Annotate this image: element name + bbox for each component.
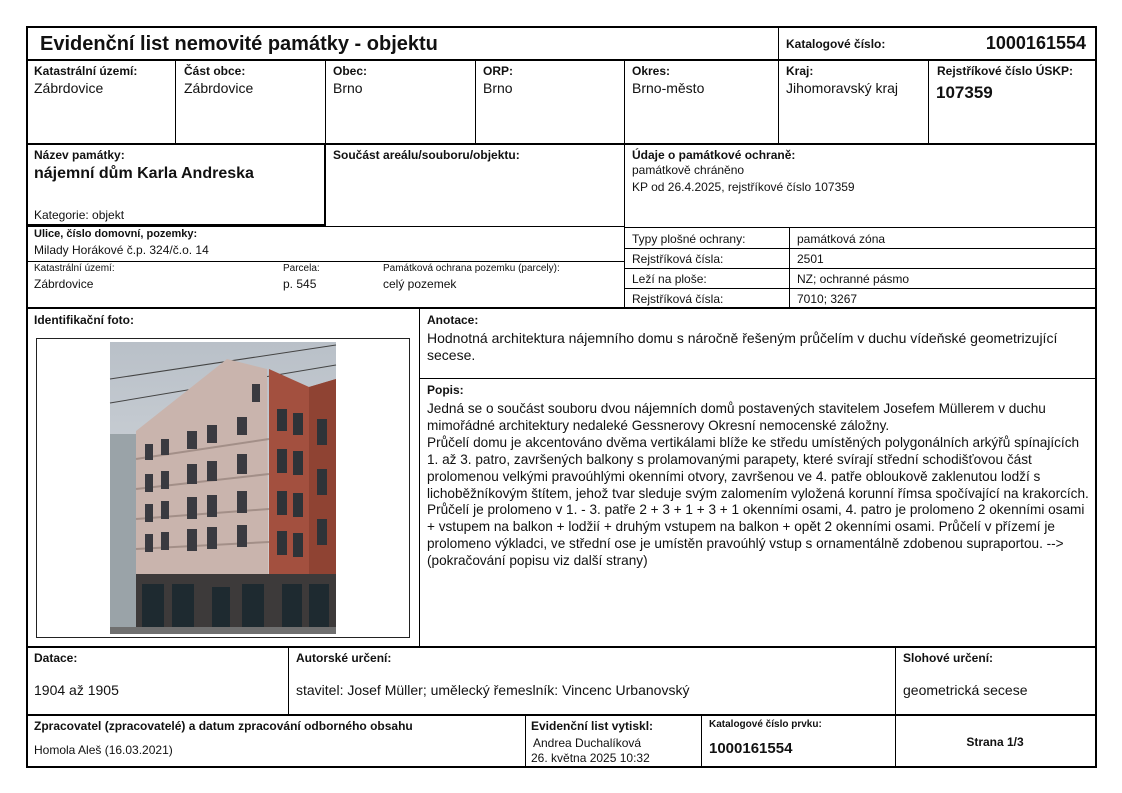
- processor-label: Zpracovatel (zpracovatelé) a datum zpracování odborného obsahu: [34, 719, 413, 733]
- photo-frame: [36, 338, 410, 638]
- area-registry-label: Rejstříková čísla:: [632, 252, 724, 266]
- item-catalog-value: 1000161554: [709, 740, 793, 757]
- municipality-value: Brno: [333, 80, 363, 96]
- author-value: stavitel: Josef Müller; umělecký řemeslník: Vincenc Urbanovský: [296, 682, 690, 698]
- dating-value: 1904 až 1905: [34, 682, 119, 698]
- processor-value: Homola Aleš (16.03.2021): [34, 743, 173, 757]
- orp-label: ORP:: [483, 64, 513, 78]
- catalog-number: 1000161554: [985, 33, 1086, 53]
- registry-number-label: Rejstříkové číslo ÚSKP:: [937, 64, 1074, 78]
- catalog-number-label: Katalogové číslo:: [786, 37, 886, 51]
- region-value: Jihomoravský kraj: [786, 80, 899, 96]
- cadastral-area-value: Zábrdovice: [34, 80, 104, 96]
- area-registry-2-value: 7010; 3267: [797, 292, 858, 306]
- district-label: Okres:: [632, 64, 671, 78]
- area-protection-type-label: Typy plošné ochrany:: [632, 232, 746, 246]
- municipality-label: Obec:: [333, 64, 368, 78]
- annotation-text: Hodnotná architektura nájemního domu s náročně řešeným průčelím v duchu vídeňské geometrizující secese.: [427, 330, 1058, 363]
- monument-name-label: Název památky:: [34, 148, 125, 162]
- district-value: Brno-město: [632, 80, 705, 96]
- lies-in-area-label: Leží na ploše:: [632, 272, 707, 286]
- building-photo: [37, 339, 409, 637]
- style-value: geometrická secese: [903, 682, 1028, 698]
- plot-protection-label: Památková ochrana pozemku (parcely):: [383, 263, 560, 274]
- street-value: Milady Horákové č.p. 324/č.o. 14: [34, 243, 209, 257]
- annotation-label: Anotace:: [427, 313, 479, 327]
- protection-detail: KP od 26.4.2025, rejstříkové číslo 107359: [632, 180, 855, 194]
- monument-name: nájemní dům Karla Andreska: [34, 165, 254, 182]
- area-registry-2-label: Rejstříková čísla:: [632, 292, 724, 306]
- category: Kategorie: objekt: [34, 208, 125, 222]
- author-label: Autorské určení:: [296, 651, 392, 665]
- item-catalog-label: Katalogové číslo prvku:: [709, 719, 822, 730]
- page-number: Strana 1/3: [966, 735, 1024, 749]
- municipality-part-value: Zábrdovice: [184, 80, 254, 96]
- area-protection-type-value: památková zóna: [797, 232, 886, 246]
- orp-value: Brno: [483, 80, 513, 96]
- lies-in-area-value: NZ; ochranné pásmo: [797, 272, 910, 286]
- printed-by-label: Evidenční list vytiskl:: [531, 719, 654, 733]
- protection-info-label: Údaje o památkové ochraně:: [632, 148, 796, 162]
- printed-by-name: Andrea Duchalíková: [533, 736, 642, 750]
- registry-number-value: 107359: [936, 83, 993, 102]
- parcel-value: p. 545: [283, 277, 317, 291]
- region-label: Kraj:: [786, 64, 814, 78]
- dating-label: Datace:: [34, 651, 78, 665]
- description-text: Jedná se o součást souboru dvou nájemních domů postavených stavitelem Josefem Müllerem v duchu mimořádné architektury nedaleké Gessnerovy Okresní nemocenské záložny. Průčelí domu je akcentováno dvěma vertikálami blíže ke středu umístěných polygonálních arkýřů spínajících 1. až 3. patro, završených balkony s prolamovanými parapety, které svírají střední schodišťovou část prolomenou velkými pravoúhlými okenními otvory, završenou ve 4. patře obloukově zaklenutou lodží s lichoběžníkovým štítem, jehož tvar sleduje svým zalomením vyložená korunní římsa spočívající na krakorcích. Průčelí je prolomeno v 1. - 3. patře 2 + 3 + 1 + 3 + 1 okenními osami, 4. patro je prolomeno 2 okenními osami + vstupem na balkon + lodžií + druhým vstupem na balkon + opět 2 okenními osami. Průčelí v přízemí je prolomeno výkladci, ve střední ose je umístěn pravoúhlý vstup s ornamentálně zdobenou supraportou. --> (pokračování popisu viz další strany): [427, 401, 1089, 569]
- printed-at: 26. května 2025 10:32: [531, 751, 650, 765]
- cadastral-area-label: Katastrální území:: [34, 64, 138, 78]
- protection-status: památkově chráněno: [632, 163, 745, 177]
- area-registry-value: 2501: [797, 252, 824, 266]
- parcel-label: Parcela:: [283, 263, 320, 274]
- page-title: Evidenční list nemovité památky - objektu: [40, 33, 438, 55]
- identification-photo-label: Identifikační foto:: [34, 313, 134, 327]
- plot-protection-value: celý pozemek: [383, 277, 457, 291]
- street-label: Ulice, číslo domovní, pozemky:: [34, 228, 198, 240]
- description-label: Popis:: [427, 383, 464, 397]
- part-of-complex-label: Součást areálu/souboru/objektu:: [333, 148, 520, 162]
- municipality-part-label: Část obce:: [184, 64, 246, 78]
- address-cadastral-value: Zábrdovice: [34, 277, 94, 291]
- style-label: Slohové určení:: [903, 651, 994, 665]
- address-cadastral-label: Katastrální území:: [34, 263, 115, 274]
